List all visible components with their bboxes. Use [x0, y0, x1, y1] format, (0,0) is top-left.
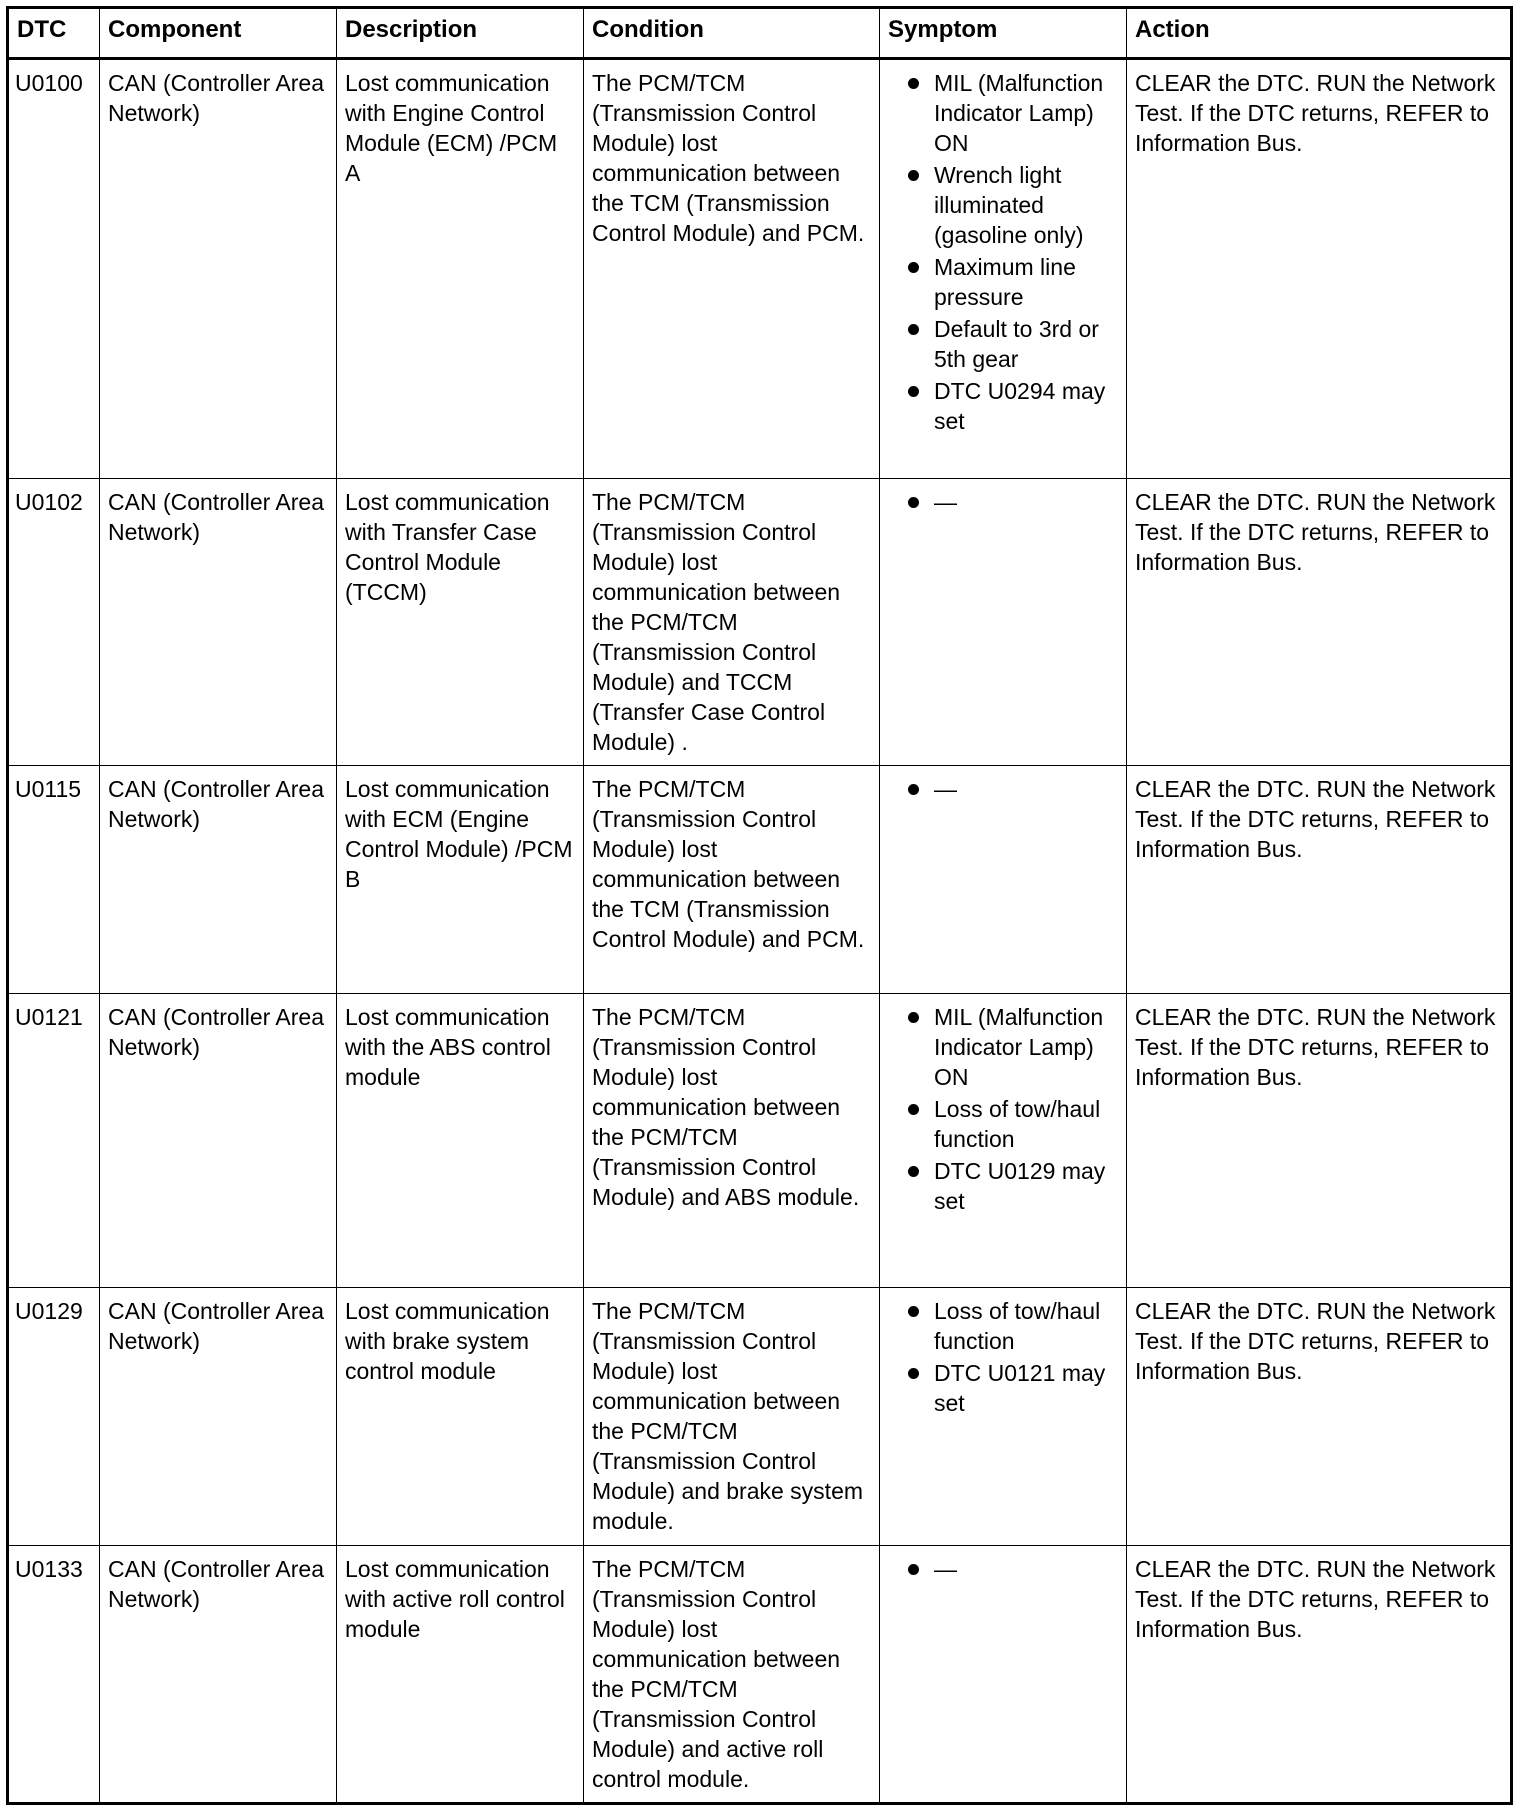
header-condition: Condition — [584, 8, 880, 59]
dtc-code: U0133 — [8, 1546, 100, 1804]
action-cell: CLEAR the DTC. RUN the Network Test. If the DTC returns, REFER to Information Bus. — [1127, 1288, 1512, 1546]
dtc-table — [6, 6, 1513, 1805]
table-row — [8, 59, 1512, 479]
description-cell: Lost communication with the ABS control module — [337, 994, 584, 1288]
bullet-icon — [908, 1012, 919, 1023]
symptom-text: Wrench light illuminated (gasoline only) — [934, 162, 1084, 248]
symptom-text: — — [934, 776, 957, 802]
action-cell: CLEAR the DTC. RUN the Network Test. If the DTC returns, REFER to Information Bus. — [1127, 59, 1512, 479]
table-row — [8, 1546, 1512, 1804]
component-cell: CAN (Controller Area Network) — [100, 59, 337, 479]
symptom-item — [888, 376, 1118, 436]
table-row — [8, 1288, 1512, 1546]
symptom-text: DTC U0121 may set — [934, 1360, 1106, 1416]
symptom-cell — [880, 766, 1127, 994]
description-cell: Lost communication with Transfer Case Control Module (TCCM) — [337, 479, 584, 766]
symptom-item — [888, 314, 1118, 374]
component-cell: CAN (Controller Area Network) — [100, 1546, 337, 1804]
symptom-text: DTC U0294 may set — [934, 378, 1106, 434]
condition-cell: The PCM/TCM (Transmission Control Module) lost communication between the TCM (Transmission Control Module) and PCM. — [584, 59, 880, 479]
symptom-text: — — [934, 489, 957, 515]
bullet-icon — [908, 1166, 919, 1177]
dtc-code: U0100 — [8, 59, 100, 479]
symptom-cell — [880, 994, 1127, 1288]
bullet-icon — [908, 1564, 919, 1575]
dtc-code: U0129 — [8, 1288, 100, 1546]
dtc-code: U0121 — [8, 994, 100, 1288]
header-row — [8, 8, 1512, 59]
symptom-text: MIL (Malfunction Indicator Lamp) ON — [934, 1004, 1104, 1090]
symptom-text: Default to 3rd or 5th gear — [934, 316, 1099, 372]
header-component: Component — [100, 8, 337, 59]
bullet-icon — [908, 1104, 919, 1115]
header-symptom: Symptom — [880, 8, 1127, 59]
table-row — [8, 994, 1512, 1288]
bullet-icon — [908, 497, 919, 508]
symptom-item — [888, 68, 1118, 158]
symptom-cell — [880, 479, 1127, 766]
condition-cell: The PCM/TCM (Transmission Control Module) lost communication between the PCM/TCM (Transmission Control Module) and ABS module. — [584, 994, 880, 1288]
symptom-cell — [880, 1288, 1127, 1546]
symptom-cell — [880, 59, 1127, 479]
action-cell: CLEAR the DTC. RUN the Network Test. If the DTC returns, REFER to Information Bus. — [1127, 479, 1512, 766]
description-cell: Lost communication with brake system control module — [337, 1288, 584, 1546]
condition-cell: The PCM/TCM (Transmission Control Module) lost communication between the PCM/TCM (Transmission Control Module) and TCCM (Transfer Case Control Module) . — [584, 479, 880, 766]
condition-cell: The PCM/TCM (Transmission Control Module) lost communication between the PCM/TCM (Transmission Control Module) and active roll control module. — [584, 1546, 880, 1804]
action-cell: CLEAR the DTC. RUN the Network Test. If the DTC returns, REFER to Information Bus. — [1127, 766, 1512, 994]
symptom-item — [888, 252, 1118, 312]
dtc-code: U0102 — [8, 479, 100, 766]
symptom-list — [888, 1554, 1118, 1584]
bullet-icon — [908, 386, 919, 397]
condition-cell: The PCM/TCM (Transmission Control Module) lost communication between the PCM/TCM (Transmission Control Module) and brake system module. — [584, 1288, 880, 1546]
bullet-icon — [908, 262, 919, 273]
header-dtc: DTC — [8, 8, 100, 59]
symptom-item — [888, 1358, 1118, 1418]
symptom-item — [888, 487, 1118, 517]
symptom-item — [888, 774, 1118, 804]
action-cell: CLEAR the DTC. RUN the Network Test. If the DTC returns, REFER to Information Bus. — [1127, 1546, 1512, 1804]
header-description: Description — [337, 8, 584, 59]
symptom-text: DTC U0129 may set — [934, 1158, 1106, 1214]
symptom-list — [888, 774, 1118, 804]
symptom-text: Loss of tow/haul function — [934, 1096, 1101, 1152]
symptom-text: Maximum line pressure — [934, 254, 1076, 310]
bullet-icon — [908, 1306, 919, 1317]
symptom-cell — [880, 1546, 1127, 1804]
symptom-text: MIL (Malfunction Indicator Lamp) ON — [934, 70, 1104, 156]
symptom-item — [888, 1094, 1118, 1154]
symptom-list — [888, 1296, 1118, 1418]
symptom-item — [888, 160, 1118, 250]
table-body — [8, 59, 1512, 1804]
symptom-list — [888, 68, 1118, 436]
table-row — [8, 479, 1512, 766]
description-cell: Lost communication with Engine Control Module (ECM) /PCM A — [337, 59, 584, 479]
symptom-list — [888, 487, 1118, 517]
bullet-icon — [908, 170, 919, 181]
table-row — [8, 766, 1512, 994]
symptom-list — [888, 1002, 1118, 1216]
symptom-text: Loss of tow/haul function — [934, 1298, 1101, 1354]
symptom-text: — — [934, 1556, 957, 1582]
bullet-icon — [908, 784, 919, 795]
action-cell: CLEAR the DTC. RUN the Network Test. If the DTC returns, REFER to Information Bus. — [1127, 994, 1512, 1288]
bullet-icon — [908, 78, 919, 89]
description-cell: Lost communication with ECM (Engine Control Module) /PCM B — [337, 766, 584, 994]
symptom-item — [888, 1156, 1118, 1216]
description-cell: Lost communication with active roll control module — [337, 1546, 584, 1804]
table-header — [8, 8, 1512, 59]
header-action: Action — [1127, 8, 1512, 59]
condition-cell: The PCM/TCM (Transmission Control Module) lost communication between the TCM (Transmission Control Module) and PCM. — [584, 766, 880, 994]
symptom-item — [888, 1296, 1118, 1356]
dtc-code: U0115 — [8, 766, 100, 994]
component-cell: CAN (Controller Area Network) — [100, 479, 337, 766]
bullet-icon — [908, 324, 919, 335]
bullet-icon — [908, 1368, 919, 1379]
symptom-item — [888, 1554, 1118, 1584]
component-cell: CAN (Controller Area Network) — [100, 766, 337, 994]
component-cell: CAN (Controller Area Network) — [100, 994, 337, 1288]
component-cell: CAN (Controller Area Network) — [100, 1288, 337, 1546]
symptom-item — [888, 1002, 1118, 1092]
